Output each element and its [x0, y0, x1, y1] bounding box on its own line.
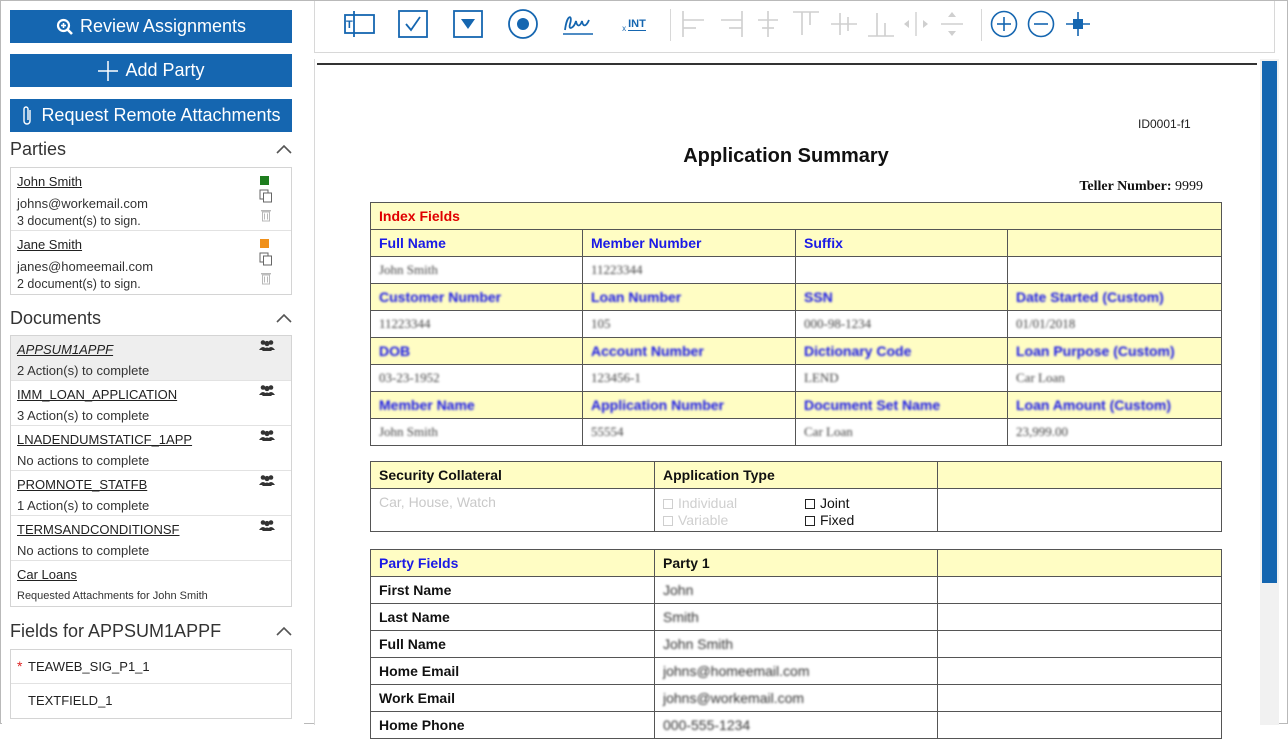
table-row	[371, 658, 1222, 685]
table-row	[371, 577, 1222, 604]
column-header: Suffix	[796, 230, 1008, 257]
table-row	[371, 631, 1222, 658]
document-item[interactable]	[11, 381, 291, 426]
zoom-out-button[interactable]	[1026, 9, 1056, 39]
plus-icon	[97, 60, 119, 82]
security-collateral-input[interactable]	[371, 489, 655, 532]
sidebar	[2, 1, 304, 725]
distribute-horizontal-tool[interactable]	[900, 9, 932, 39]
document-status: No actions to complete	[17, 543, 150, 558]
document-status: Requested Attachments for John Smith	[17, 590, 208, 602]
trash-icon[interactable]	[260, 208, 272, 222]
table-row	[371, 230, 1222, 257]
parties-title: Parties	[10, 138, 67, 159]
table-cell	[796, 257, 1008, 284]
dropdown-tool[interactable]	[452, 9, 484, 39]
document-status: No actions to complete	[17, 453, 150, 468]
party-field-value: 000-555-1234	[655, 712, 938, 739]
table-cell: Car Loan	[796, 419, 1008, 446]
review-assignments-button[interactable]	[10, 10, 292, 43]
add-party-button[interactable]	[10, 54, 292, 87]
column-header	[1008, 230, 1222, 257]
table-cell: 55554	[583, 419, 796, 446]
column-header: Date Started (Custom)	[1008, 284, 1222, 311]
party-field-value: Smith	[655, 604, 938, 631]
documents-section-header[interactable]	[10, 306, 292, 330]
toolbar	[314, 1, 1275, 53]
align-bottom-icon	[866, 9, 896, 39]
document-id: ID0001-f1	[1138, 117, 1191, 131]
fields-title: Fields for APPSUM1APPF	[10, 620, 222, 641]
parties-section-header[interactable]	[10, 137, 292, 161]
column-header: Loan Number	[583, 284, 796, 311]
table-cell	[938, 462, 1222, 489]
zoom-slider-icon	[1064, 10, 1092, 38]
option-individual-label: Individual	[678, 494, 738, 511]
checkbox-tool[interactable]	[397, 9, 429, 39]
align-top-tool[interactable]	[790, 9, 822, 39]
initials-tool[interactable]	[615, 9, 653, 39]
table-cell: Car Loan	[1008, 365, 1222, 392]
document-name[interactable]: TERMSANDCONDITIONSF	[17, 522, 180, 537]
table-cell	[938, 685, 1222, 712]
table-row	[371, 685, 1222, 712]
table-cell	[938, 631, 1222, 658]
table-cell: 03-23-1952	[371, 365, 583, 392]
option-variable-label: Variable	[678, 511, 729, 528]
search-plus-icon	[56, 18, 74, 36]
align-top-icon	[791, 9, 821, 39]
dropdown-icon	[452, 10, 484, 38]
align-left-icon	[680, 9, 710, 39]
table-cell	[938, 604, 1222, 631]
column-header: Customer Number	[371, 284, 583, 311]
chevron-up-icon[interactable]	[276, 144, 292, 154]
column-header: Dictionary Code	[796, 338, 1008, 365]
required-marker: *	[17, 658, 23, 674]
documents-title: Documents	[10, 307, 102, 328]
group-icon	[259, 339, 275, 351]
security-collateral-placeholder: Car, House, Watch	[379, 494, 496, 510]
table-cell: 11223344	[371, 311, 583, 338]
document-name[interactable]: Car Loans	[17, 567, 77, 582]
align-center-icon	[753, 9, 783, 39]
party-item[interactable]	[11, 168, 291, 231]
viewer-scrollbar[interactable]	[1260, 59, 1279, 725]
document-item[interactable]	[11, 561, 291, 606]
review-assignments-label: Review Assignments	[79, 16, 247, 36]
column-header: Member Number	[583, 230, 796, 257]
party-field-value: John Smith	[655, 631, 938, 658]
column-header: SSN	[796, 284, 1008, 311]
copy-icon[interactable]	[259, 189, 273, 203]
party-color-swatch	[260, 176, 269, 185]
copy-icon[interactable]	[259, 252, 273, 266]
text-field-icon	[340, 10, 376, 38]
party-item[interactable]	[11, 231, 291, 294]
option-joint-label: Joint	[820, 494, 850, 511]
request-remote-attachments-label: Request Remote Attachments	[41, 105, 281, 125]
table-row	[371, 489, 1222, 532]
table-row	[371, 712, 1222, 739]
initials-prefix: x	[622, 23, 627, 33]
index-fields-table	[370, 202, 1222, 446]
party-name[interactable]: Jane Smith	[17, 237, 83, 252]
toolbar-separator	[981, 9, 982, 41]
field-item[interactable]	[11, 650, 291, 684]
align-middle-tool[interactable]	[828, 9, 860, 39]
column-header: Application Type	[655, 462, 938, 489]
scrollbar-thumb[interactable]	[1262, 61, 1277, 583]
table-row	[371, 550, 1222, 577]
table-cell: 23,999.00	[1008, 419, 1222, 446]
align-center-tool[interactable]	[752, 9, 784, 39]
document-item[interactable]	[11, 336, 291, 381]
table-cell	[1008, 257, 1222, 284]
column-header: Security Collateral	[371, 462, 655, 489]
column-header: Full Name	[371, 230, 583, 257]
distribute-vertical-icon	[937, 9, 967, 39]
column-header: Party Fields	[371, 550, 655, 577]
party-color-swatch	[260, 239, 269, 248]
table-cell: 105	[583, 311, 796, 338]
field-name: TEAWEB_SIG_P1_1	[28, 659, 150, 674]
table-cell	[938, 489, 1222, 532]
table-cell: John Smith	[371, 419, 583, 446]
party-doc-count: 2 document(s) to sign.	[17, 277, 141, 291]
option-fixed-label: Fixed	[820, 511, 855, 528]
group-icon	[259, 519, 275, 531]
distribute-horizontal-icon	[901, 9, 931, 39]
party-email: janes@homeemail.com	[17, 259, 154, 274]
svg-text:T: T	[346, 19, 353, 31]
align-right-icon	[715, 9, 745, 39]
table-cell: John Smith	[371, 257, 583, 284]
party-name[interactable]: John Smith	[17, 174, 83, 189]
document-item[interactable]	[11, 516, 291, 561]
table-cell: 123456-1	[583, 365, 796, 392]
table-row	[371, 604, 1222, 631]
table-row	[371, 392, 1222, 419]
add-party-label: Add Party	[125, 60, 205, 80]
document-item[interactable]	[11, 471, 291, 516]
option-individual[interactable]	[663, 495, 805, 511]
align-left-tool[interactable]	[679, 9, 711, 39]
radio-tool[interactable]	[507, 9, 539, 39]
table-row	[371, 284, 1222, 311]
table-row	[371, 311, 1222, 338]
teller-label: Teller Number:	[1079, 179, 1172, 194]
text-field-tool[interactable]	[340, 9, 376, 39]
document-name[interactable]: APPSUM1APPF	[17, 342, 114, 357]
security-table	[370, 461, 1222, 532]
parties-list	[10, 167, 292, 295]
table-row	[371, 338, 1222, 365]
checkbox-icon	[397, 10, 429, 38]
document-status: 2 Action(s) to complete	[17, 363, 150, 378]
party-fields-table	[370, 549, 1222, 739]
document-name[interactable]: IMM_LOAN_APPLICATION	[17, 387, 178, 402]
trash-icon[interactable]	[260, 271, 272, 285]
paperclip-icon	[21, 105, 35, 127]
party-field-value: John	[655, 577, 938, 604]
group-icon	[259, 474, 275, 486]
teller-number	[1041, 179, 1203, 195]
signature-tool[interactable]	[561, 9, 595, 39]
documents-list	[10, 335, 292, 607]
table-cell: 01/01/2018	[1008, 311, 1222, 338]
group-icon	[259, 429, 275, 441]
align-right-tool[interactable]	[714, 9, 746, 39]
party-doc-count: 3 document(s) to sign.	[17, 214, 141, 228]
checkbox[interactable]	[805, 516, 815, 526]
index-fields-heading: Index Fields	[371, 203, 1222, 230]
zoom-slider[interactable]	[1063, 9, 1093, 39]
signature-icon	[561, 10, 595, 38]
fields-list	[10, 649, 292, 719]
zoom-in-icon	[990, 10, 1018, 38]
column-header: Document Set Name	[796, 392, 1008, 419]
table-cell: 000-98-1234	[796, 311, 1008, 338]
teller-value: 9999	[1175, 179, 1203, 194]
chevron-up-icon[interactable]	[276, 313, 292, 323]
party-email: johns@workemail.com	[17, 196, 148, 211]
table-cell	[938, 712, 1222, 739]
chevron-up-icon[interactable]	[276, 626, 292, 636]
column-header: Account Number	[583, 338, 796, 365]
align-middle-icon	[829, 9, 859, 39]
document-item[interactable]	[11, 426, 291, 471]
distribute-vertical-tool[interactable]	[936, 9, 968, 39]
column-header: Party 1	[655, 550, 938, 577]
table-cell: 11223344	[583, 257, 796, 284]
party-field-label: Full Name	[371, 631, 655, 658]
party-field-label: Work Email	[371, 685, 655, 712]
zoom-in-button[interactable]	[989, 9, 1019, 39]
option-variable[interactable]	[663, 512, 805, 528]
checkbox[interactable]	[805, 499, 815, 509]
table-cell: LEND	[796, 365, 1008, 392]
field-name: TEXTFIELD_1	[28, 693, 113, 708]
table-row	[371, 257, 1222, 284]
request-remote-attachments-button[interactable]	[10, 99, 292, 132]
table-cell	[938, 577, 1222, 604]
radio-button-icon	[507, 8, 539, 40]
initials-label: INT	[628, 17, 646, 30]
table-row	[371, 419, 1222, 446]
application-type-options	[655, 489, 938, 532]
party-field-label: Home Phone	[371, 712, 655, 739]
fields-section-header[interactable]	[10, 619, 292, 643]
document-title: Application Summary	[683, 145, 889, 167]
zoom-out-icon	[1027, 10, 1055, 38]
align-bottom-tool[interactable]	[865, 9, 897, 39]
document-status: 1 Action(s) to complete	[17, 498, 150, 513]
column-header: Loan Amount (Custom)	[1008, 392, 1222, 419]
party-field-value: johns@homeemail.com	[655, 658, 938, 685]
column-header: Application Number	[583, 392, 796, 419]
party-field-label: Last Name	[371, 604, 655, 631]
table-cell	[938, 550, 1222, 577]
document-name[interactable]: PROMNOTE_STATFB	[17, 477, 148, 492]
field-item[interactable]	[11, 684, 291, 718]
party-field-label: First Name	[371, 577, 655, 604]
party-field-value: johns@workemail.com	[655, 685, 938, 712]
checkbox[interactable]	[663, 499, 673, 509]
table-row	[371, 462, 1222, 489]
table-cell	[938, 658, 1222, 685]
document-status: 3 Action(s) to complete	[17, 408, 150, 423]
option-joint[interactable]	[805, 495, 850, 511]
party-field-label: Home Email	[371, 658, 655, 685]
column-header: Member Name	[371, 392, 583, 419]
checkbox[interactable]	[663, 516, 673, 526]
column-header: DOB	[371, 338, 583, 365]
table-row	[371, 365, 1222, 392]
group-icon	[259, 384, 275, 396]
column-header: Loan Purpose (Custom)	[1008, 338, 1222, 365]
option-fixed[interactable]	[805, 512, 854, 528]
toolbar-separator	[670, 9, 671, 41]
document-name[interactable]: LNADENDUMSTATICF_1APP	[17, 432, 193, 447]
